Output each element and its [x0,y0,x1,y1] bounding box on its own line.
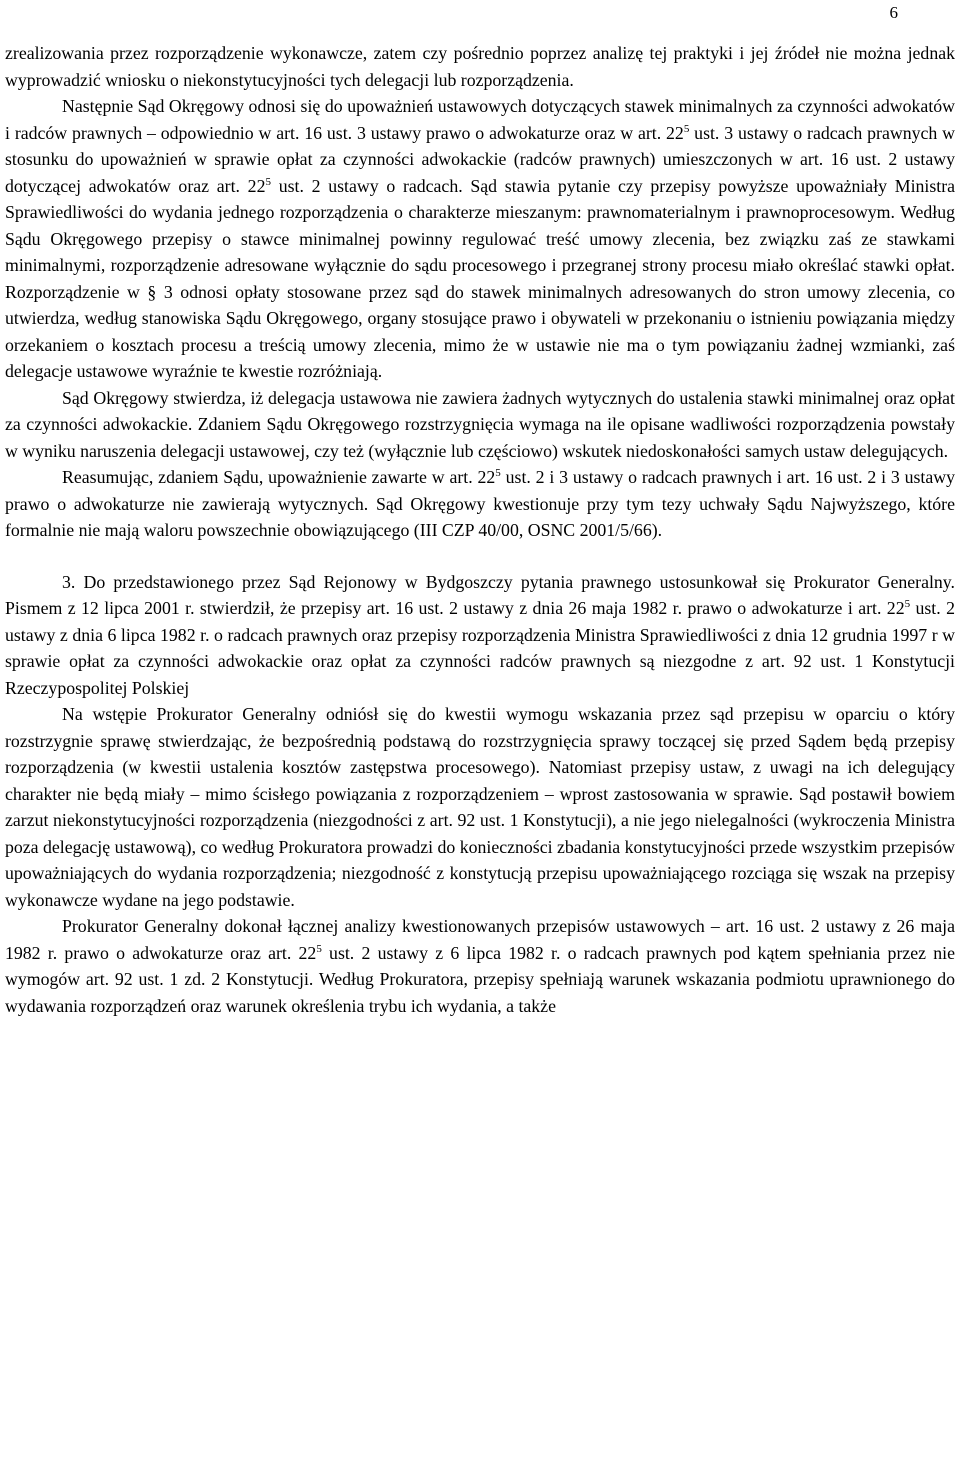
paragraph-p6 [5,701,955,913]
paragraph-p2 [5,93,955,385]
text-segment: ust. 2 ustawy z 6 lipca 1982 r. o radcach prawnych pod kątem spełniania przez nie wymogów art. 92 ust. 1 zd. 2 Konstytucji. Według Prokuratora, przepisy spełniają warunek wskazania podmiotu uprawnionego do wydawania rozporządzeń oraz warunek określenia trybu ich wydania, a także [5,942,955,1016]
superscript: 5 [904,598,911,610]
text-segment: Sąd Okręgowy stwierdza, iż delegacja ustawowa nie zawiera żadnych wytycznych do ustalenia stawki minimalnej oraz opłat za czynności adwokackie. Zdaniem Sądu Okręgowego rozstrzygnięcia wymaga na ile opisane wadliwości rozporządzenia powstały w wyniku naruszenia delegacji ustawowej, czy też (wyłącznie lub częściowo) wskutek niedoskonałości samych ustaw delegujących. [5,387,955,461]
text-segment: 3. Do przedstawionego przez Sąd Rejonowy w Bydgoszczy pytania prawnego ustosunkował się Prokurator Generalny. Pismem z 12 lipca 2001 r. stwierdził, że przepisy art. 16 ust. 2 ustawy z dnia 26 maja 1982 r. prawo o adwokaturze i art. 22 [5,571,955,618]
text-segment: ust. 2 ustawy o radcach. Sąd stawia pytanie czy przepisy powyższe upoważniały Ministra Sprawiedliwości do wydania jednego rozporządzenia o charakterze mieszanym: prawnomaterialnym i prawnoprocesowym. Według Sądu Okręgowego przepisy o stawce minimalnej powinny regulować treść umowy zlecenia, bez związku zaś ze stawkami minimalnymi, rozporządzenie adresowane wyłącznie do sądu procesowego i przegranej strony procesu miało określać stawki opłat. Rozporządzenie w § 3 odnosi opłaty stosowane przez sąd do stawek minimalnych adresowanych do stron umowy zlecenia, co utwierdza, według stanowiska Sądu Okręgowego, organy stosujące prawo i obywateli w przekonaniu o istnieniu powiązania między orzekaniem o kosztach procesu a treścią umowy zlecenia, mimo że w ustawie nie ma o tym powiązaniu żadnej wzmianki, zaś delegacje ustawowe wyraźnie te kwestie rozróżniają. [5,175,956,381]
text-segment: ust. 2 i 3 ustawy o radcach prawnych i art. 16 ust. 2 i 3 ustawy prawo o adwokaturze nie zawierają wytycznych. Sąd Okręgowy kwestionuje przy tym tezy uchwały Sądu Najwyższego, które formalnie nie mają waloru powszechnie obowiązującego (III CZP 40/00, OSNC 2001/5/66). [5,467,955,540]
text-segment: Następnie Sąd Okręgowy odnosi się do upoważnień ustawowych dotyczących stawek minimalnych za czynności adwokatów i radców prawnych – odpowiednio w art. 16 ust. 3 ustawy prawo o adwokaturze oraz w art. 22 [5,96,955,143]
paragraph-p1 [5,40,955,93]
paragraph-p3 [5,385,955,465]
superscript: 5 [683,122,690,135]
superscript: 5 [265,175,271,188]
text-segment: zrealizowania przez rozporządzenie wykonawcze, zatem czy pośrednio poprzez analizę tej praktyki i jej źródeł nie można jednak wyprowadzić wniosku o niekonstytucyjności tych delegacji lub rozporządzenia. [5,43,955,90]
text-segment: Na wstępie Prokurator Generalny odniósł się do kwestii wymogu wskazania przez sąd przepisu w oparciu o który rozstrzygnie sprawę stwierdzając, że bezpośrednią podstawą do rozstrzygnięcia sprawy toczącej się przed Sądem będą przepisy rozporządzenia (w kwestii ustalenia kosztów zastępstwa procesowego). Natomiast przepisy ustaw, z uwagi na ich delegujący charakter nie będą miały – mimo ścisłego powiązania z rozporządzeniem – wprost zastosowania w sprawie. Sąd postawił bowiem zarzut niekonstytucyjności rozporządzenia (niezgodności z art. 92 ust. 1 Konstytucji), a nie jego nielegalności (wykroczenia Ministra poza delegację ustawową), co według Prokuratora prowadzi do konieczności zbadania konstytucyjności przede wszystkim przepisów upoważniających do wydania rozporządzenia; niezgodność z konstytucją przepisu upoważniającego rozciąga się wszak na przepisy wykonawcze wydane na jego podstawie. [5,704,955,910]
page-number: 6 [889,3,898,22]
superscript: 5 [495,467,501,479]
paragraph-p4 [5,464,955,544]
text-segment: ust. 2 ustawy z dnia 6 lipca 1982 r. o radcach prawnych oraz przepisy rozporządzenia Ministra Sprawiedliwości z dnia 12 grudnia 1997 r w sprawie opłat za czynności adwokackie oraz opłat za czynności radców prawnych są niezgodne z art. 92 ust. 1 Konstytucji Rzeczypospolitej Polskiej [5,598,955,698]
text-segment: Prokurator Generalny dokonał łącznej analizy kwestionowanych przepisów ustawowych – art. 16 ust. 2 ustawy z 26 maja 1982 r. prawo o adwokaturze oraz art. 22 [5,916,955,963]
text-segment: Reasumując, zdaniem Sądu, upoważnienie zawarte w art. 22 [62,467,496,487]
document-body [5,40,955,1019]
text-segment: ust. 3 ustawy o radcach prawnych w stosunku do upoważnień w sprawie opłat za czynności adwokackie (radców prawnych) umieszczonych w art. 16 ust. 2 ustawy dotyczącej adwokatów oraz art. 22 [5,122,955,196]
paragraph-p5 [5,569,955,702]
superscript: 5 [316,942,322,955]
paragraph-p7 [5,913,955,1019]
